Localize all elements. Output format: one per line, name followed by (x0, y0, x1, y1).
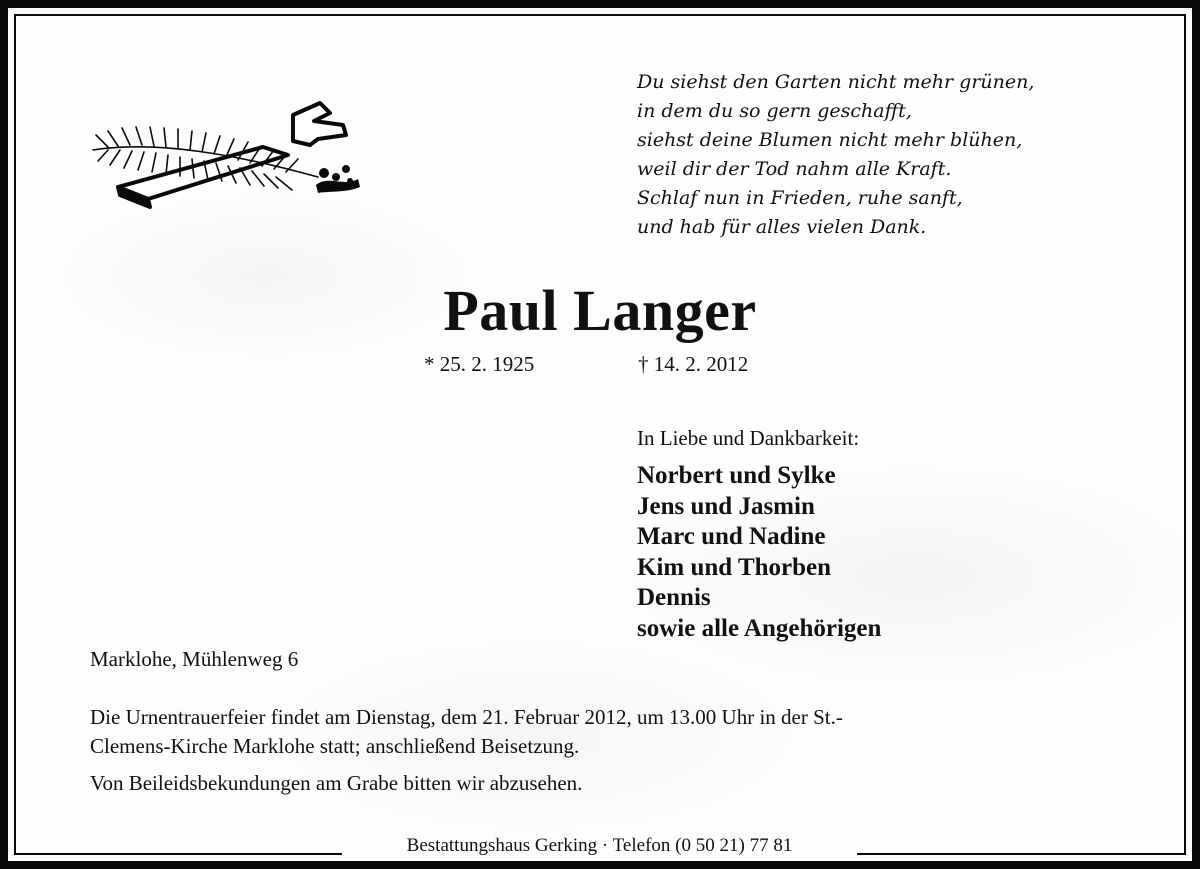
family-name-line: Marc und Nadine (637, 523, 826, 551)
ceremony-line: Clemens-Kirche Marklohe statt; anschließend Beisetzung. (90, 734, 580, 758)
ceremony-line: Die Urnentrauerfeier findet am Dienstag, dem 21. Februar 2012, um 13.00 Uhr in der St.- (90, 705, 843, 729)
deceased-name: Paul Langer (443, 278, 757, 343)
address: Marklohe, Mühlenweg 6 (90, 647, 299, 671)
family-name-line: Norbert und Sylke (637, 462, 836, 489)
poem-line: siehst deine Blumen nicht mehr blühen, (637, 129, 1023, 151)
condolence-notice: Von Beileidsbekundungen am Grabe bitten wir abzusehen. (90, 771, 583, 795)
family-name-line: Jens und Jasmin (637, 492, 815, 520)
funeral-home-footer: Bestattungshaus Gerking · Telefon (0 50 21) 77 81 (342, 833, 857, 861)
family-name-line: sowie alle Angehörigen (637, 614, 882, 642)
poem-line: Du siehst den Garten nicht mehr grünen, (637, 71, 1035, 93)
family-name-line: Kim und Thorben (637, 553, 832, 581)
birth-date: * 25. 2. 1925 (424, 352, 535, 376)
family-name-line: Dennis (637, 584, 711, 612)
poem-line: Schlaf nun in Frieden, ruhe sanft, (637, 187, 963, 209)
poem-line: in dem du so gern geschafft, (637, 100, 912, 122)
cross-with-palm-branch-icon (88, 95, 368, 210)
ceremony-notice (90, 703, 1090, 761)
family-intro: In Liebe und Dankbarkeit: (637, 426, 860, 450)
poem-line: und hab für alles vielen Dank. (637, 216, 927, 238)
family-names (637, 461, 881, 645)
poem (637, 68, 1157, 242)
poem-line: weil dir der Tod nahm alle Kraft. (637, 158, 952, 180)
death-date: † 14. 2. 2012 (638, 352, 749, 376)
